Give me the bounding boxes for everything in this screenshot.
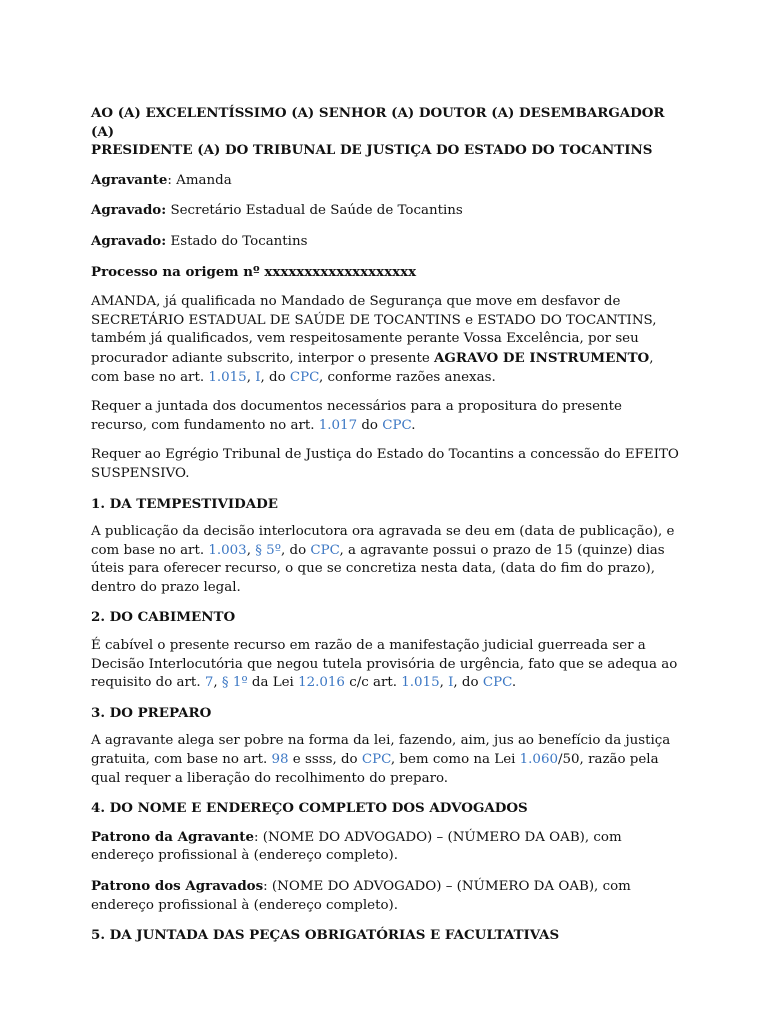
link-cpc[interactable]: CPC — [361, 752, 391, 768]
link-lei-12016[interactable]: 12.016 — [298, 675, 345, 691]
agravo-de-instrumento-text: AGRAVO DE INSTRUMENTO — [434, 349, 650, 366]
processo-line — [91, 263, 682, 283]
link-inciso-i[interactable]: I — [255, 369, 261, 385]
agravado-line-1 — [91, 201, 682, 221]
link-art-1017[interactable]: 1.017 — [318, 417, 358, 433]
patrono-agravados-text: : (NOME DO ADVOGADO) – (NÚMERO DA OAB), com endereço profissional à (endereço completo). — [91, 879, 631, 913]
addressee-heading — [91, 104, 682, 160]
request-efeito-paragraph: Requer ao Egrégio Tribunal de Justiça do Estado do Tocantins a concessão do EFEITO SUSPENSIVO. — [91, 447, 679, 481]
patrono-agravante-label: Patrono da Agravante — [91, 828, 254, 845]
section-text: É cabível o presente recurso em razão de a manifestação judicial guerreada ser a Decisão Interlocutória que negou tutela provisória de urgência, fato que se adequa ao requisito do art. — [91, 638, 678, 691]
processo-value: xxxxxxxxxxxxxxxxxxx — [259, 263, 417, 280]
section-text: , — [439, 675, 449, 691]
request-text: . — [411, 417, 416, 433]
agravante-line — [91, 171, 682, 191]
link-cpc[interactable]: CPC — [382, 417, 412, 433]
section-3-title: 3. DO PREPARO — [91, 704, 212, 721]
agravante-label: Agravante — [91, 171, 168, 188]
section-text: , do — [453, 675, 483, 691]
section-text: , do — [281, 542, 311, 558]
section-text: . — [511, 675, 517, 691]
addressee-line-1: AO (A) EXCELENTÍSSIMO (A) SENHOR (A) DOUTOR (A) DESEMBARGADOR (A) — [91, 105, 665, 140]
agravado-value-1: Secretário Estadual de Saúde de Tocantins — [166, 203, 463, 219]
link-paragrafo-5[interactable]: § 5º — [255, 542, 281, 558]
section-4-title: 4. DO NOME E ENDEREÇO COMPLETO DOS ADVOGADOS — [91, 800, 528, 817]
agravado-value-2: Estado do Tocantins — [166, 233, 308, 249]
link-art-1015[interactable]: 1.015 — [401, 675, 440, 691]
patrono-agravados-label: Patrono dos Agravados — [91, 878, 264, 894]
intro-text: AMANDA, já qualificada no Mandado de Segurança que move em desfavor de SECRETÁRIO ESTADUAL DE SAÚDE DE TOCANTINS e ESTADO DO TOCANTINS, também já qualificados, vem respeitosamente perante Vossa Excelência, por seu procurador adiante subscrito, interpor o presente — [91, 294, 657, 366]
link-lei-1060[interactable]: 1.060 — [519, 752, 558, 768]
intro-paragraph — [91, 293, 682, 387]
link-art-1015[interactable]: 1.015 — [208, 369, 247, 385]
intro-text: , do — [260, 369, 290, 385]
patrono-agravados-paragraph — [91, 877, 682, 915]
link-art-98[interactable]: 98 — [271, 752, 289, 768]
request-juntada-paragraph — [91, 398, 682, 435]
link-inciso-i[interactable]: I — [448, 675, 454, 691]
intro-text: , conforme razões anexas. — [318, 369, 496, 385]
patrono-agravante-text: : (NOME DO ADVOGADO) – (NÚMERO DA OAB), com endereço profissional à (endereço completo). — [91, 829, 622, 864]
section-text: , — [213, 675, 222, 691]
section-text: da Lei — [247, 675, 299, 691]
patrono-agravante-paragraph — [91, 828, 682, 866]
link-art-1003[interactable]: 1.003 — [208, 542, 247, 558]
section-2-paragraph — [91, 637, 682, 693]
section-text: , — [246, 542, 256, 558]
intro-text: , — [246, 369, 256, 385]
section-text: /50, razão pela qual requer a liberação do recolhimento do preparo. — [91, 752, 659, 786]
link-cpc[interactable]: CPC — [289, 369, 319, 385]
agravado-label-2: Agravado: — [91, 232, 167, 249]
section-text: c/c art. — [344, 675, 402, 691]
section-text: , a agravante possui o prazo de 15 (quinze) dias úteis para oferecer recurso, o que se concretiza nesta data, (data do fim do prazo), dentro do prazo legal. — [91, 542, 665, 595]
section-text: e ssss, do — [288, 752, 362, 768]
agravante-value: : Amanda — [167, 172, 232, 188]
link-cpc[interactable]: CPC — [482, 675, 512, 691]
request-text: Requer a juntada dos documentos necessários para a propositura do presente recurso, com fundamento no art. — [91, 399, 622, 433]
link-cpc[interactable]: CPC — [310, 542, 340, 558]
agravado-label-1: Agravado: — [91, 202, 167, 219]
link-art-7[interactable]: 7 — [204, 675, 214, 691]
section-text: , bem como na Lei — [390, 752, 520, 768]
addressee-line-2: PRESIDENTE (A) DO TRIBUNAL DE JUSTIÇA DO ESTADO DO TOCANTINS — [91, 142, 653, 159]
section-2-title: 2. DO CABIMENTO — [91, 609, 236, 626]
processo-label: Processo na origem nº — [91, 263, 260, 280]
section-1-paragraph — [91, 523, 682, 597]
section-1-title: 1. DA TEMPESTIVIDADE — [91, 495, 278, 512]
request-text: do — [357, 417, 383, 433]
section-text: A publicação da decisão interlocutora ora agravada se deu em (data de publicação), e com base no art. — [91, 524, 675, 558]
intro-text: , com base no art. — [91, 350, 654, 385]
section-3-paragraph — [91, 732, 682, 788]
section-5-title: 5. DA JUNTADA DAS PEÇAS OBRIGATÓRIAS E FACULTATIVAS — [91, 927, 560, 944]
section-text: A agravante alega ser pobre na forma da lei, fazendo, aim, jus ao benefício da justiça gratuita, com base no art. — [91, 733, 671, 768]
agravado-line-2 — [91, 232, 682, 252]
link-paragrafo-1[interactable]: § 1º — [221, 675, 248, 691]
